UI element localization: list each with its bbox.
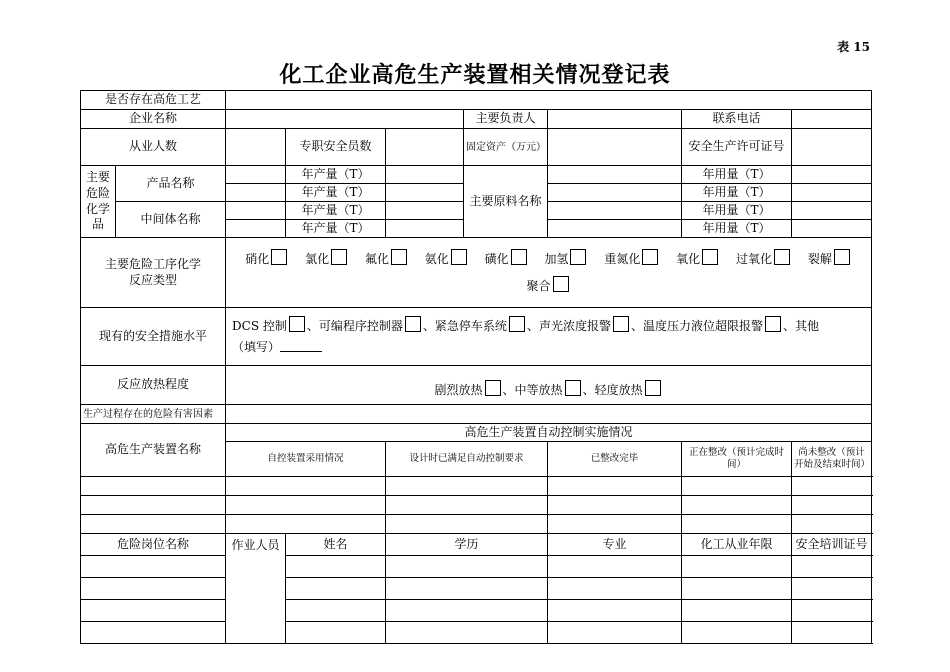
post-cell[interactable] — [386, 556, 548, 578]
auto-control-section-label: 高危生产装置自动控制实施情况 — [226, 424, 872, 442]
raw-material-field[interactable] — [548, 202, 682, 220]
checkbox[interactable] — [565, 380, 581, 396]
reaction-option[interactable]: 氧化 — [676, 252, 720, 266]
reaction-option[interactable]: 聚合 — [527, 279, 571, 293]
checkbox[interactable] — [331, 249, 347, 265]
safety-staff-label: 专职安全员数 — [286, 129, 386, 166]
checkbox[interactable] — [834, 249, 850, 265]
checkbox[interactable] — [511, 249, 527, 265]
device-cell[interactable] — [548, 515, 682, 534]
post-cell[interactable] — [286, 578, 386, 600]
checkbox[interactable] — [765, 316, 781, 332]
device-col-not-started: 尚未整改（预计开始及结束时间） — [792, 442, 872, 477]
post-row — [81, 600, 872, 622]
post-cell[interactable] — [682, 556, 792, 578]
col-training-cert: 安全培训证号 — [792, 534, 872, 556]
reaction-option[interactable]: 氯化 — [305, 252, 349, 266]
post-cell[interactable] — [286, 600, 386, 622]
device-cell[interactable] — [226, 515, 386, 534]
post-cell[interactable] — [286, 556, 386, 578]
annual-usage-field[interactable] — [792, 202, 872, 220]
device-col-in-progress: 正在整改（预计完成时间） — [682, 442, 792, 477]
safety-level-label: 现有的安全措施水平 — [81, 308, 226, 366]
post-cell[interactable] — [792, 622, 872, 644]
post-cell[interactable] — [286, 622, 386, 644]
post-cell[interactable] — [386, 578, 548, 600]
exotherm-label: 反应放热程度 — [81, 366, 226, 405]
annual-output-label: 年产量（T） — [286, 220, 386, 238]
checkbox[interactable] — [509, 316, 525, 332]
checkbox[interactable] — [642, 249, 658, 265]
company-name-label: 企业名称 — [81, 110, 226, 129]
col-years: 化工从业年限 — [682, 534, 792, 556]
annual-usage-label: 年用量（T） — [682, 202, 792, 220]
registration-form — [80, 90, 872, 644]
annual-output-field[interactable] — [386, 166, 464, 184]
worker-label: 作业人员 — [226, 534, 286, 644]
col-major: 专业 — [548, 534, 682, 556]
device-cell[interactable] — [386, 496, 548, 515]
device-cell[interactable] — [682, 496, 792, 515]
checkbox[interactable] — [553, 276, 569, 292]
raw-material-field[interactable] — [548, 166, 682, 184]
exotherm-options: 剧烈放热 、中等放热 、轻度放热 — [226, 366, 872, 405]
safety-level-options: DCS 控制 、可编程序控制器 、紧急停车系统 、声光浓度报警 、温度压力液位超限报警 、其他 （填写） — [226, 308, 872, 366]
device-cell[interactable] — [792, 477, 872, 496]
device-cell[interactable] — [792, 515, 872, 534]
reaction-option[interactable]: 硝化 — [245, 252, 289, 266]
device-col-done: 已整改完毕 — [548, 442, 682, 477]
employees-label: 从业人数 — [81, 129, 226, 166]
other-input-line[interactable] — [280, 341, 322, 352]
annual-usage-label: 年用量（T） — [682, 184, 792, 202]
phone-label: 联系电话 — [682, 110, 792, 129]
post-cell[interactable] — [682, 578, 792, 600]
device-cell[interactable] — [682, 515, 792, 534]
device-cell[interactable] — [226, 496, 386, 515]
reaction-option[interactable]: 氟化 — [365, 252, 409, 266]
checkbox[interactable] — [702, 249, 718, 265]
post-cell[interactable] — [81, 556, 226, 578]
reaction-option[interactable]: 磺化 — [485, 252, 529, 266]
form-number: 表 15 — [837, 40, 870, 54]
hazard-process-field[interactable] — [226, 91, 872, 110]
post-cell[interactable] — [548, 622, 682, 644]
annual-output-label: 年产量（T） — [286, 166, 386, 184]
post-cell[interactable] — [386, 622, 548, 644]
checkbox[interactable] — [271, 249, 287, 265]
checkbox[interactable] — [485, 380, 501, 396]
post-cell[interactable] — [81, 600, 226, 622]
product-name-field[interactable] — [226, 166, 286, 184]
license-field[interactable] — [792, 129, 872, 166]
device-cell[interactable] — [548, 477, 682, 496]
post-cell[interactable] — [682, 600, 792, 622]
checkbox[interactable] — [289, 316, 305, 332]
hazard-factors-label: 生产过程存在的危险有害因素 — [81, 405, 226, 424]
safety-staff-field[interactable] — [386, 129, 464, 166]
checkbox[interactable] — [774, 249, 790, 265]
phone-field[interactable] — [792, 110, 872, 129]
post-row — [81, 578, 872, 600]
device-cell[interactable] — [81, 477, 226, 496]
reaction-option[interactable]: 裂解 — [808, 252, 852, 266]
raw-material-label: 主要原料名称 — [464, 166, 548, 238]
reaction-option[interactable]: 过氧化 — [736, 252, 792, 266]
checkbox[interactable] — [405, 316, 421, 332]
annual-output-label: 年产量（T） — [286, 202, 386, 220]
device-cell[interactable] — [682, 477, 792, 496]
hazard-factors-field[interactable] — [226, 405, 872, 424]
annual-usage-field[interactable] — [792, 220, 872, 238]
reaction-option[interactable]: 加氢 — [544, 252, 588, 266]
annual-output-field[interactable] — [386, 220, 464, 238]
device-cell[interactable] — [548, 496, 682, 515]
post-cell[interactable] — [682, 622, 792, 644]
company-name-field[interactable] — [226, 110, 464, 129]
device-cell[interactable] — [81, 515, 226, 534]
post-cell[interactable] — [548, 600, 682, 622]
post-cell[interactable] — [81, 578, 226, 600]
device-col-auto: 自控装置采用情况 — [226, 442, 386, 477]
annual-usage-label: 年用量（T） — [682, 220, 792, 238]
post-cell[interactable] — [548, 556, 682, 578]
checkbox[interactable] — [391, 249, 407, 265]
intermediate-name-field[interactable] — [226, 202, 286, 220]
annual-output-field[interactable] — [386, 184, 464, 202]
post-row — [81, 556, 872, 578]
annual-usage-field[interactable] — [792, 184, 872, 202]
annual-output-field[interactable] — [386, 202, 464, 220]
post-cell[interactable] — [548, 578, 682, 600]
device-row — [81, 515, 872, 534]
post-name-label: 危险岗位名称 — [81, 534, 226, 556]
checkbox[interactable] — [645, 380, 661, 396]
checkbox[interactable] — [570, 249, 586, 265]
post-cell[interactable] — [792, 578, 872, 600]
post-cell[interactable] — [792, 556, 872, 578]
raw-material-field[interactable] — [548, 184, 682, 202]
post-row — [81, 622, 872, 644]
device-row — [81, 496, 872, 515]
hazard-process-label: 是否存在高危工艺 — [81, 91, 226, 110]
checkbox[interactable] — [451, 249, 467, 265]
intermediate-name-field[interactable] — [226, 220, 286, 238]
fixed-assets-label: 固定资产（万元） — [464, 129, 548, 166]
product-name-field[interactable] — [226, 184, 286, 202]
col-name: 姓名 — [286, 534, 386, 556]
fixed-assets-field[interactable] — [548, 129, 682, 166]
owner-label: 主要负责人 — [464, 110, 548, 129]
license-label: 安全生产许可证号 — [682, 129, 792, 166]
reaction-type-label: 主要危险工序化学反应类型 — [81, 238, 226, 308]
device-name-label: 高危生产装置名称 — [81, 424, 226, 477]
device-col-designed: 设计时已满足自动控制要求 — [386, 442, 548, 477]
intermediate-name-label: 中间体名称 — [116, 202, 226, 238]
reaction-option[interactable]: 氨化 — [425, 252, 469, 266]
annual-usage-field[interactable] — [792, 166, 872, 184]
annual-output-label: 年产量（T） — [286, 184, 386, 202]
employees-field[interactable] — [226, 129, 286, 166]
device-cell[interactable] — [792, 496, 872, 515]
post-cell[interactable] — [81, 622, 226, 644]
device-row — [81, 477, 872, 496]
post-cell[interactable] — [792, 600, 872, 622]
checkbox[interactable] — [613, 316, 629, 332]
device-cell[interactable] — [226, 477, 386, 496]
product-name-label: 产品名称 — [116, 166, 226, 202]
device-cell[interactable] — [386, 477, 548, 496]
device-cell[interactable] — [386, 515, 548, 534]
raw-material-field[interactable] — [548, 220, 682, 238]
reaction-option[interactable]: 重氮化 — [604, 252, 660, 266]
col-education: 学历 — [386, 534, 548, 556]
owner-field[interactable] — [548, 110, 682, 129]
device-cell[interactable] — [81, 496, 226, 515]
annual-usage-label: 年用量（T） — [682, 166, 792, 184]
reaction-type-options — [226, 238, 872, 308]
post-cell[interactable] — [386, 600, 548, 622]
chemicals-group-label: 主要危险化学品 — [81, 166, 116, 238]
page-title: 化工企业高危生产装置相关情况登记表 — [279, 62, 671, 88]
